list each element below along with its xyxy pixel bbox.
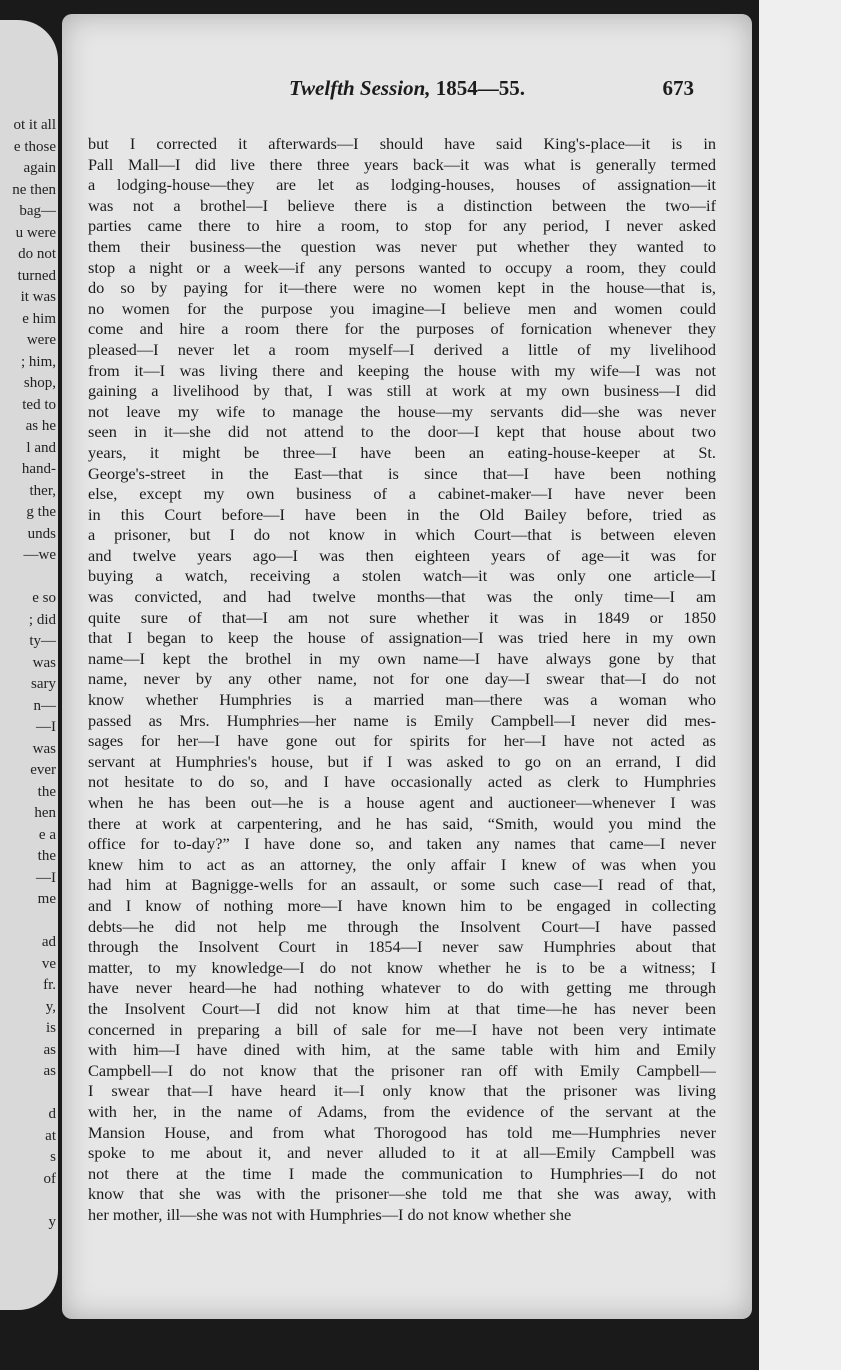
text-line: had him at Bagnigge-wells for an assault, or some such case—I read of that, xyxy=(88,875,716,895)
text-line: a lodging-house—they are let as lodging-houses, houses of assignation—it xyxy=(88,175,716,195)
text-line: Pall Mall—I did live there three years back—it was what is generally termed xyxy=(88,154,716,174)
text-line: through the Insolvent Court in 1854—I never saw Humphries about that xyxy=(88,937,716,957)
facing-page-line-fragment: is xyxy=(45,1020,56,1036)
facing-page-line-fragment: bag— xyxy=(19,203,56,219)
text-line: know whether Humphries is a married man—there was a woman who xyxy=(88,690,716,710)
text-line: buying a watch, receiving a stolen watch—it was only one article—I xyxy=(88,566,716,586)
text-line: come and hire a room there for the purposes of fornication whenever they xyxy=(88,319,716,339)
facing-page-line-fragment: e a xyxy=(38,826,56,843)
facing-page-line-fragment: shop, xyxy=(23,375,56,391)
facing-page-line-fragment: sary xyxy=(31,676,56,692)
text-line: passed as Mrs. Humphries—her name is Emily Campbell—I never did mes- xyxy=(88,710,716,730)
facing-page-line-fragment: n— xyxy=(33,697,56,714)
facing-page-line-fragment: l and xyxy=(26,439,56,456)
text-line: George's-street in the East—that is since that—I have been nothing xyxy=(88,463,716,483)
facing-page-fragment xyxy=(0,20,58,1310)
facing-page-line-fragment: —I xyxy=(36,869,56,886)
running-title xyxy=(62,76,752,101)
facing-page-line-fragment: ever xyxy=(30,762,56,778)
text-line: pleased—I never let a room myself—I derived a little of my livelihood xyxy=(88,339,716,359)
facing-page-line-fragment: —we xyxy=(23,547,56,563)
facing-page-line-fragment: g the xyxy=(26,504,56,520)
text-line: but I corrected it afterwards—I should have said King's-place—it is in xyxy=(88,134,716,153)
facing-page-line-fragment: e him xyxy=(22,310,56,327)
facing-page-line-fragment: the xyxy=(37,848,56,864)
facing-page-line-fragment: the xyxy=(37,783,56,800)
facing-page-line-fragment: unds xyxy=(27,525,56,542)
facing-page-line-fragment: ot it all xyxy=(13,117,56,133)
text-line: them their business—the question was never put whether they wanted to xyxy=(88,236,716,256)
text-line: her mother, ill—she was not with Humphries—I do not know whether she xyxy=(88,1204,572,1224)
text-line: that I began to keep the house of assignation—I was tried here in my own xyxy=(88,628,716,648)
facing-page-line-fragment: u were xyxy=(15,224,56,241)
text-line: debts—he did not help me through the Insolvent Court—I have passed xyxy=(88,916,716,936)
text-line: no women for the purpose you imagine—I believe men and women could xyxy=(88,298,716,318)
text-line: office for to-day?” I have done so, and taken any names that came—I never xyxy=(88,834,716,854)
text-line: the Insolvent Court—I did not know him at that time—he has never been xyxy=(88,998,716,1018)
text-line: quite sure of that—I am not sure whether it was in 1849 or 1850 xyxy=(88,607,716,627)
facing-page-line-fragment: it was xyxy=(20,289,56,305)
facing-page-line-fragment: ve xyxy=(41,955,56,972)
text-line: Campbell—I do not know that the prisoner ran off with Emily Campbell— xyxy=(88,1060,716,1080)
running-title-session: Twelfth Session, xyxy=(288,76,431,100)
facing-page-line-fragment: me xyxy=(37,891,56,907)
page-number: 673 xyxy=(662,76,694,100)
text-line: not hesitate to do so, and I have occasionally acted as clerk to Humphries xyxy=(88,772,716,792)
facing-page-line-fragment: ad xyxy=(41,934,56,950)
text-line: spoke to me about it, and never alluded to it at all—Emily Campbell was xyxy=(88,1143,716,1163)
facing-page-line-fragment: y, xyxy=(45,998,56,1015)
text-line: when he has been out—he is a house agent and auctioneer—whenever I was xyxy=(88,793,716,812)
running-head xyxy=(62,76,752,110)
facing-page-line-fragment: e those xyxy=(13,138,56,155)
facing-page-line-fragment: as he xyxy=(25,418,56,434)
text-line: stop a night or a week—if any persons wanted to occupy a room, they could xyxy=(88,257,716,277)
text-line: servant at Humphries's house, but if I was asked to go on an errand, I did xyxy=(88,751,716,771)
text-line: name—I kept the brothel in my own name—I have always gone by that xyxy=(88,648,716,668)
facing-page-line-fragment: fr. xyxy=(43,977,56,993)
facing-page-line-fragment: d xyxy=(48,1106,56,1122)
facing-page-line-fragment: were xyxy=(26,332,56,348)
text-line: with him—I have dined with him, at the same table with him and Emily xyxy=(88,1040,716,1060)
text-line: knew him to act as an attorney, the only affair I knew of was when you xyxy=(88,854,716,874)
text-line: name, never by any other name, not for one day—I swear that—I do not xyxy=(88,669,716,689)
facing-page-line-fragment: ; him, xyxy=(20,353,56,370)
text-line: gaining a livelihood by that, I was still at work at my own business—I did xyxy=(88,381,716,401)
text-line: have never heard—he had nothing whatever to do with getting me through xyxy=(88,978,716,998)
text-line: a prisoner, but I do not know in which Court—that is between eleven xyxy=(88,525,716,545)
text-line: and I know of nothing more—I have known him to be engaged in collecting xyxy=(88,895,716,915)
book-page xyxy=(62,14,752,1319)
text-line: sages for her—I have gone out for spirits for her—I have not acted as xyxy=(88,731,716,751)
text-line: I swear that—I have heard it—I only know that the prisoner was living xyxy=(88,1081,716,1101)
text-line: else, except my own business of a cabinet-maker—I have never been xyxy=(88,484,716,504)
text-line: years, it might be three—I have been an eating-house-keeper at St. xyxy=(88,442,716,462)
facing-page-line-fragment: e so xyxy=(32,590,56,606)
running-title-years: 1854—55. xyxy=(430,76,526,100)
text-line: not there at the time I made the communication to Humphries—I do not xyxy=(88,1163,716,1183)
facing-page-line-fragment: again xyxy=(23,160,56,176)
facing-page-line-fragment: ty— xyxy=(29,633,56,649)
text-line: do so by paying for it—there were no women kept in the house—that is, xyxy=(88,278,716,298)
facing-page-line-fragment: do not xyxy=(18,246,56,262)
facing-page-line-fragment: as xyxy=(43,1063,56,1079)
text-line: concerned in preparing a bill of sale for me—I have not been very intimate xyxy=(88,1019,716,1039)
text-line: there at work at carpentering, and he has said, “Smith, would you mind the xyxy=(88,813,716,833)
body-text xyxy=(88,134,716,1225)
facing-page-line-fragment: as xyxy=(43,1041,56,1058)
facing-page-line-fragment: was xyxy=(32,740,56,757)
text-line: from it—I was living there and keeping the house with my wife—I was not xyxy=(88,360,716,380)
facing-page-line-fragment: was xyxy=(32,654,56,671)
facing-page-line-fragment: ne then xyxy=(12,181,56,198)
text-line: not leave my wife to manage the house—my servants did—she was never xyxy=(88,401,716,421)
facing-page-line-fragment: turned xyxy=(17,267,56,284)
text-line: in this Court before—I have been in the Old Bailey before, tried as xyxy=(88,504,716,524)
facing-page-line-fragment: ; did xyxy=(28,611,56,628)
facing-page-line-fragment: at xyxy=(45,1127,56,1144)
facing-page-line-fragment: hand- xyxy=(21,461,56,477)
facing-page-line-fragment: hen xyxy=(34,805,56,821)
text-line: and twelve years ago—I was then eighteen years of age—it was for xyxy=(88,545,716,565)
facing-page-line-fragment: —I xyxy=(36,719,56,735)
text-line: know that she was with the prisoner—she told me that she was away, with xyxy=(88,1184,716,1204)
facing-page-line-fragment: s xyxy=(50,1149,56,1165)
facing-page-line-fragment: y xyxy=(48,1213,56,1230)
text-line: parties came there to hire a room, to stop for any period, I never asked xyxy=(88,216,716,236)
text-line: matter, to my knowledge—I do not know whether he is to be a witness; I xyxy=(88,957,716,977)
text-line: was convicted, and had twelve months—that was the only time—I am xyxy=(88,587,716,607)
scan-background-strip xyxy=(759,0,841,1370)
facing-page-line-fragment: ther, xyxy=(29,482,56,499)
text-line: Mansion House, and from what Thorogood has told me—Humphries never xyxy=(88,1122,716,1142)
text-line: seen in it—she did not attend to the door—I kept that house about two xyxy=(88,422,716,442)
text-line: was not a brothel—I believe there is a distinction between the two—if xyxy=(88,195,716,215)
text-line: with her, in the name of Adams, from the evidence of the servant at the xyxy=(88,1101,716,1121)
facing-page-line-fragment: ted to xyxy=(22,396,56,413)
facing-page-line-fragment: of xyxy=(43,1170,56,1187)
